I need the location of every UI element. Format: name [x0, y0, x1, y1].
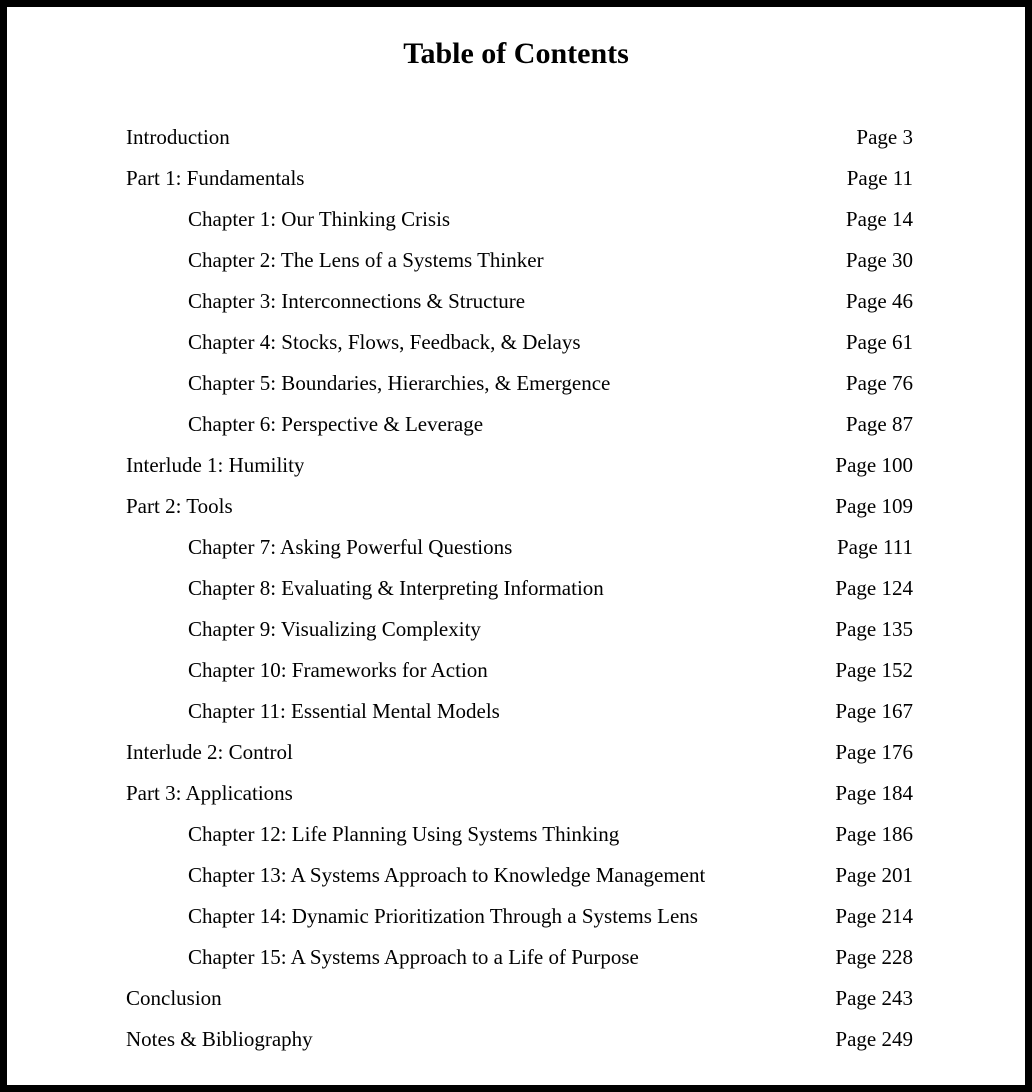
toc-entry-page-number: Page 11: [846, 166, 913, 190]
toc-entry[interactable]: [126, 199, 913, 240]
toc-entry[interactable]: [126, 404, 913, 445]
toc-entry-title: Part 2: Tools: [126, 494, 233, 518]
toc-entry-title: Interlude 2: Control: [126, 740, 293, 764]
table-of-contents-list: [126, 117, 913, 1060]
toc-entry[interactable]: [126, 281, 913, 322]
toc-entry-title: Chapter 10: Frameworks for Action: [188, 658, 488, 682]
toc-entry-title: Part 1: Fundamentals: [126, 166, 305, 190]
toc-entry-title: Chapter 4: Stocks, Flows, Feedback, & Delays: [188, 330, 581, 354]
toc-entry-page-number: Page 124: [835, 576, 913, 600]
toc-entry-title: Chapter 1: Our Thinking Crisis: [188, 207, 451, 231]
page-title: Table of Contents: [403, 37, 629, 70]
toc-entry[interactable]: [126, 486, 913, 527]
toc-entry-title: Conclusion: [126, 986, 222, 1010]
toc-entry-page-number: Page 30: [845, 248, 913, 272]
toc-entry[interactable]: [126, 527, 913, 568]
toc-entry[interactable]: [126, 609, 913, 650]
toc-entry-title: Chapter 6: Perspective & Leverage: [188, 412, 484, 436]
toc-entry[interactable]: [126, 1019, 913, 1060]
toc-entry[interactable]: [126, 896, 913, 937]
toc-entry[interactable]: [126, 445, 913, 486]
toc-entry-title: Interlude 1: Humility: [126, 453, 305, 477]
toc-entry-page-number: Page 61: [845, 330, 913, 354]
toc-entry-page-number: Page 111: [836, 535, 913, 559]
toc-entry-title: Chapter 11: Essential Mental Models: [188, 699, 500, 723]
toc-entry-page-number: Page 135: [835, 617, 913, 641]
toc-entry-page-number: Page 87: [845, 412, 913, 436]
toc-entry-page-number: Page 167: [835, 699, 913, 723]
toc-entry-title: Part 3: Applications: [126, 781, 293, 805]
toc-entry-title: Notes & Bibliography: [126, 1027, 313, 1051]
toc-entry-title: Chapter 9: Visualizing Complexity: [188, 617, 481, 641]
toc-entry-page-number: Page 76: [845, 371, 913, 395]
toc-entry-page-number: Page 228: [835, 945, 913, 969]
toc-entry-page-number: Page 100: [835, 453, 913, 477]
toc-entry[interactable]: [126, 937, 913, 978]
toc-entry-page-number: Page 214: [835, 904, 913, 928]
toc-entry-page-number: Page 186: [835, 822, 913, 846]
toc-entry[interactable]: [126, 117, 913, 158]
toc-entry-page-number: Page 152: [835, 658, 913, 682]
toc-entry-title: Introduction: [126, 125, 230, 149]
toc-entry-title: Chapter 5: Boundaries, Hierarchies, & Emergence: [188, 371, 611, 395]
toc-entry-page-number: Page 201: [835, 863, 913, 887]
toc-entry[interactable]: [126, 322, 913, 363]
toc-entry-title: Chapter 12: Life Planning Using Systems Thinking: [188, 822, 620, 846]
toc-entry-title: Chapter 13: A Systems Approach to Knowledge Management: [188, 863, 706, 887]
toc-entry[interactable]: [126, 691, 913, 732]
toc-entry-title: Chapter 7: Asking Powerful Questions: [188, 535, 513, 559]
document-page: [7, 7, 1025, 1085]
toc-entry[interactable]: [126, 855, 913, 896]
toc-entry[interactable]: [126, 978, 913, 1019]
toc-entry-page-number: Page 109: [835, 494, 913, 518]
toc-entry-page-number: Page 46: [845, 289, 913, 313]
toc-entry[interactable]: [126, 650, 913, 691]
toc-entry[interactable]: [126, 363, 913, 404]
toc-entry-page-number: Page 3: [856, 125, 913, 149]
toc-entry-title: Chapter 14: Dynamic Prioritization Through a Systems Lens: [188, 904, 698, 928]
toc-entry-page-number: Page 249: [835, 1027, 913, 1051]
toc-entry[interactable]: [126, 568, 913, 609]
toc-entry-title: Chapter 15: A Systems Approach to a Life of Purpose: [188, 945, 639, 969]
toc-entry[interactable]: [126, 732, 913, 773]
toc-entry[interactable]: [126, 240, 913, 281]
toc-entry-page-number: Page 184: [835, 781, 913, 805]
toc-entry-title: Chapter 2: The Lens of a Systems Thinker: [188, 248, 544, 272]
toc-entry-page-number: Page 14: [845, 207, 913, 231]
toc-entry[interactable]: [126, 773, 913, 814]
toc-entry[interactable]: [126, 814, 913, 855]
toc-entry[interactable]: [126, 158, 913, 199]
toc-entry-page-number: Page 243: [835, 986, 913, 1010]
toc-entry-title: Chapter 8: Evaluating & Interpreting Information: [188, 576, 604, 600]
toc-entry-page-number: Page 176: [835, 740, 913, 764]
toc-entry-title: Chapter 3: Interconnections & Structure: [188, 289, 526, 313]
